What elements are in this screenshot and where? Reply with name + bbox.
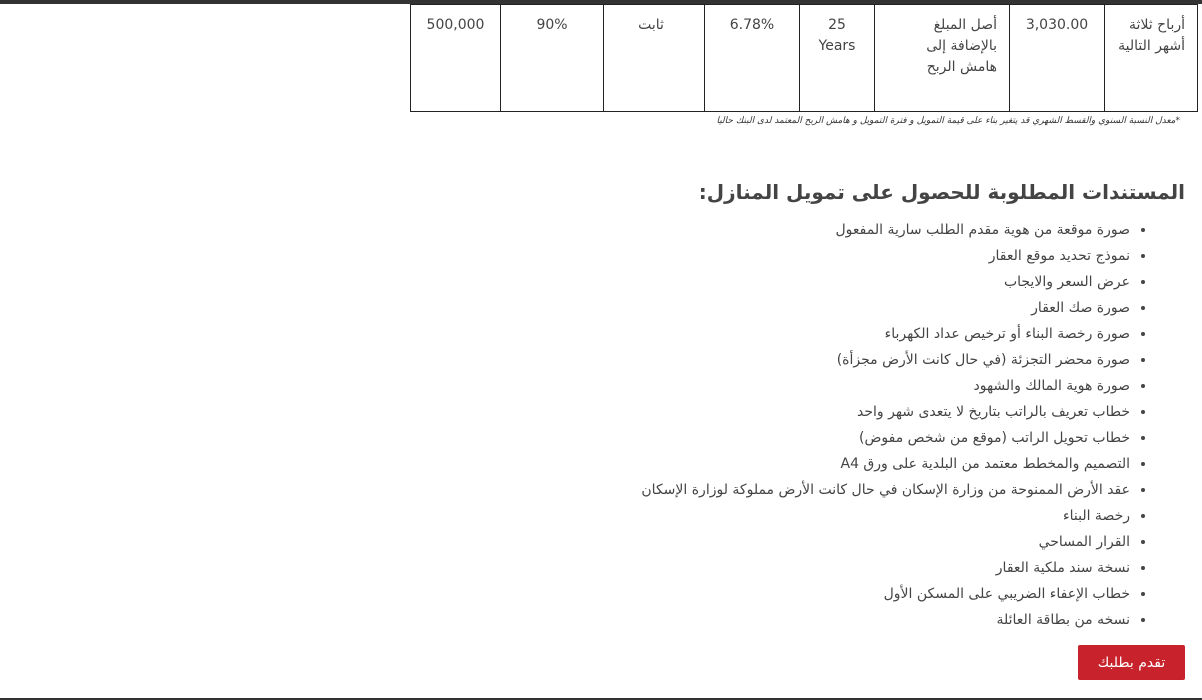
list-item: • خطاب تعريف بالراتب بتاريخ لا يتعدى شهر واحد — [490, 399, 1130, 425]
list-item: • عقد الأرض الممنوحة من وزارة الإسكان في حال كانت الأرض مملوكة لوزارة الإسكان — [490, 477, 1130, 503]
list-item: • نسخة سند ملكية العقار — [490, 555, 1130, 581]
list-item: • عرض السعر والايجاب — [490, 269, 1130, 295]
table-cell-rate-type: ثابت — [604, 5, 705, 112]
table-cell-installment: 3,030.00 — [1010, 5, 1105, 112]
table-cell-calculation-basis: أصل المبلغ بالإضافة إلى هامش الربح — [875, 5, 1010, 112]
documents-title: المستندات المطلوبة للحصول على تمويل المنازل: — [698, 180, 1185, 204]
table-cell-apr: 6.78% — [705, 5, 800, 112]
required-documents-list — [490, 217, 1150, 633]
table-cell-financing-ratio: 90% — [501, 5, 604, 112]
table-cell-max-amount: 500,000 — [411, 5, 501, 112]
list-item: • صورة هوية المالك والشهود — [490, 373, 1130, 399]
list-item: • صورة محضر التجزئة (في حال كانت الأرض مجزأة) — [490, 347, 1130, 373]
apply-now-button[interactable]: تقدم بطلبك — [1078, 645, 1185, 680]
table-cell-profit-period: أرباح ثلاثة أشهر التالية — [1105, 5, 1198, 112]
table-row — [411, 5, 1198, 112]
list-item: • خطاب تحويل الراتب (موقع من شخص مفوض) — [490, 425, 1130, 451]
list-item: • نموذج تحديد موقع العقار — [490, 243, 1130, 269]
rates-footnote: *معدل النسبة السنوي والقسط الشهري قد يتغير بناء على قيمة التمويل و فترة التمويل و هامش الربح المعتمد لدى البنك حاليا — [716, 116, 1180, 126]
list-item: • القرار المساحي — [490, 529, 1130, 555]
list-item: • التصميم والمخطط معتمد من البلدية على ورق A4 — [490, 451, 1130, 477]
list-item: • صورة رخصة البناء أو ترخيص عداد الكهرباء — [490, 321, 1130, 347]
table-cell-tenor: 25 Years — [800, 5, 875, 112]
list-item: • رخصة البناء — [490, 503, 1130, 529]
list-item: • صورة موقعة من هوية مقدم الطلب سارية المفعول — [490, 217, 1130, 243]
financing-rates-table — [410, 4, 1198, 112]
list-item: • خطاب الإعفاء الضريبي على المسكن الأول — [490, 581, 1130, 607]
list-item: • نسخه من بطاقة العائلة — [490, 607, 1130, 633]
list-item: • صورة صك العقار — [490, 295, 1130, 321]
